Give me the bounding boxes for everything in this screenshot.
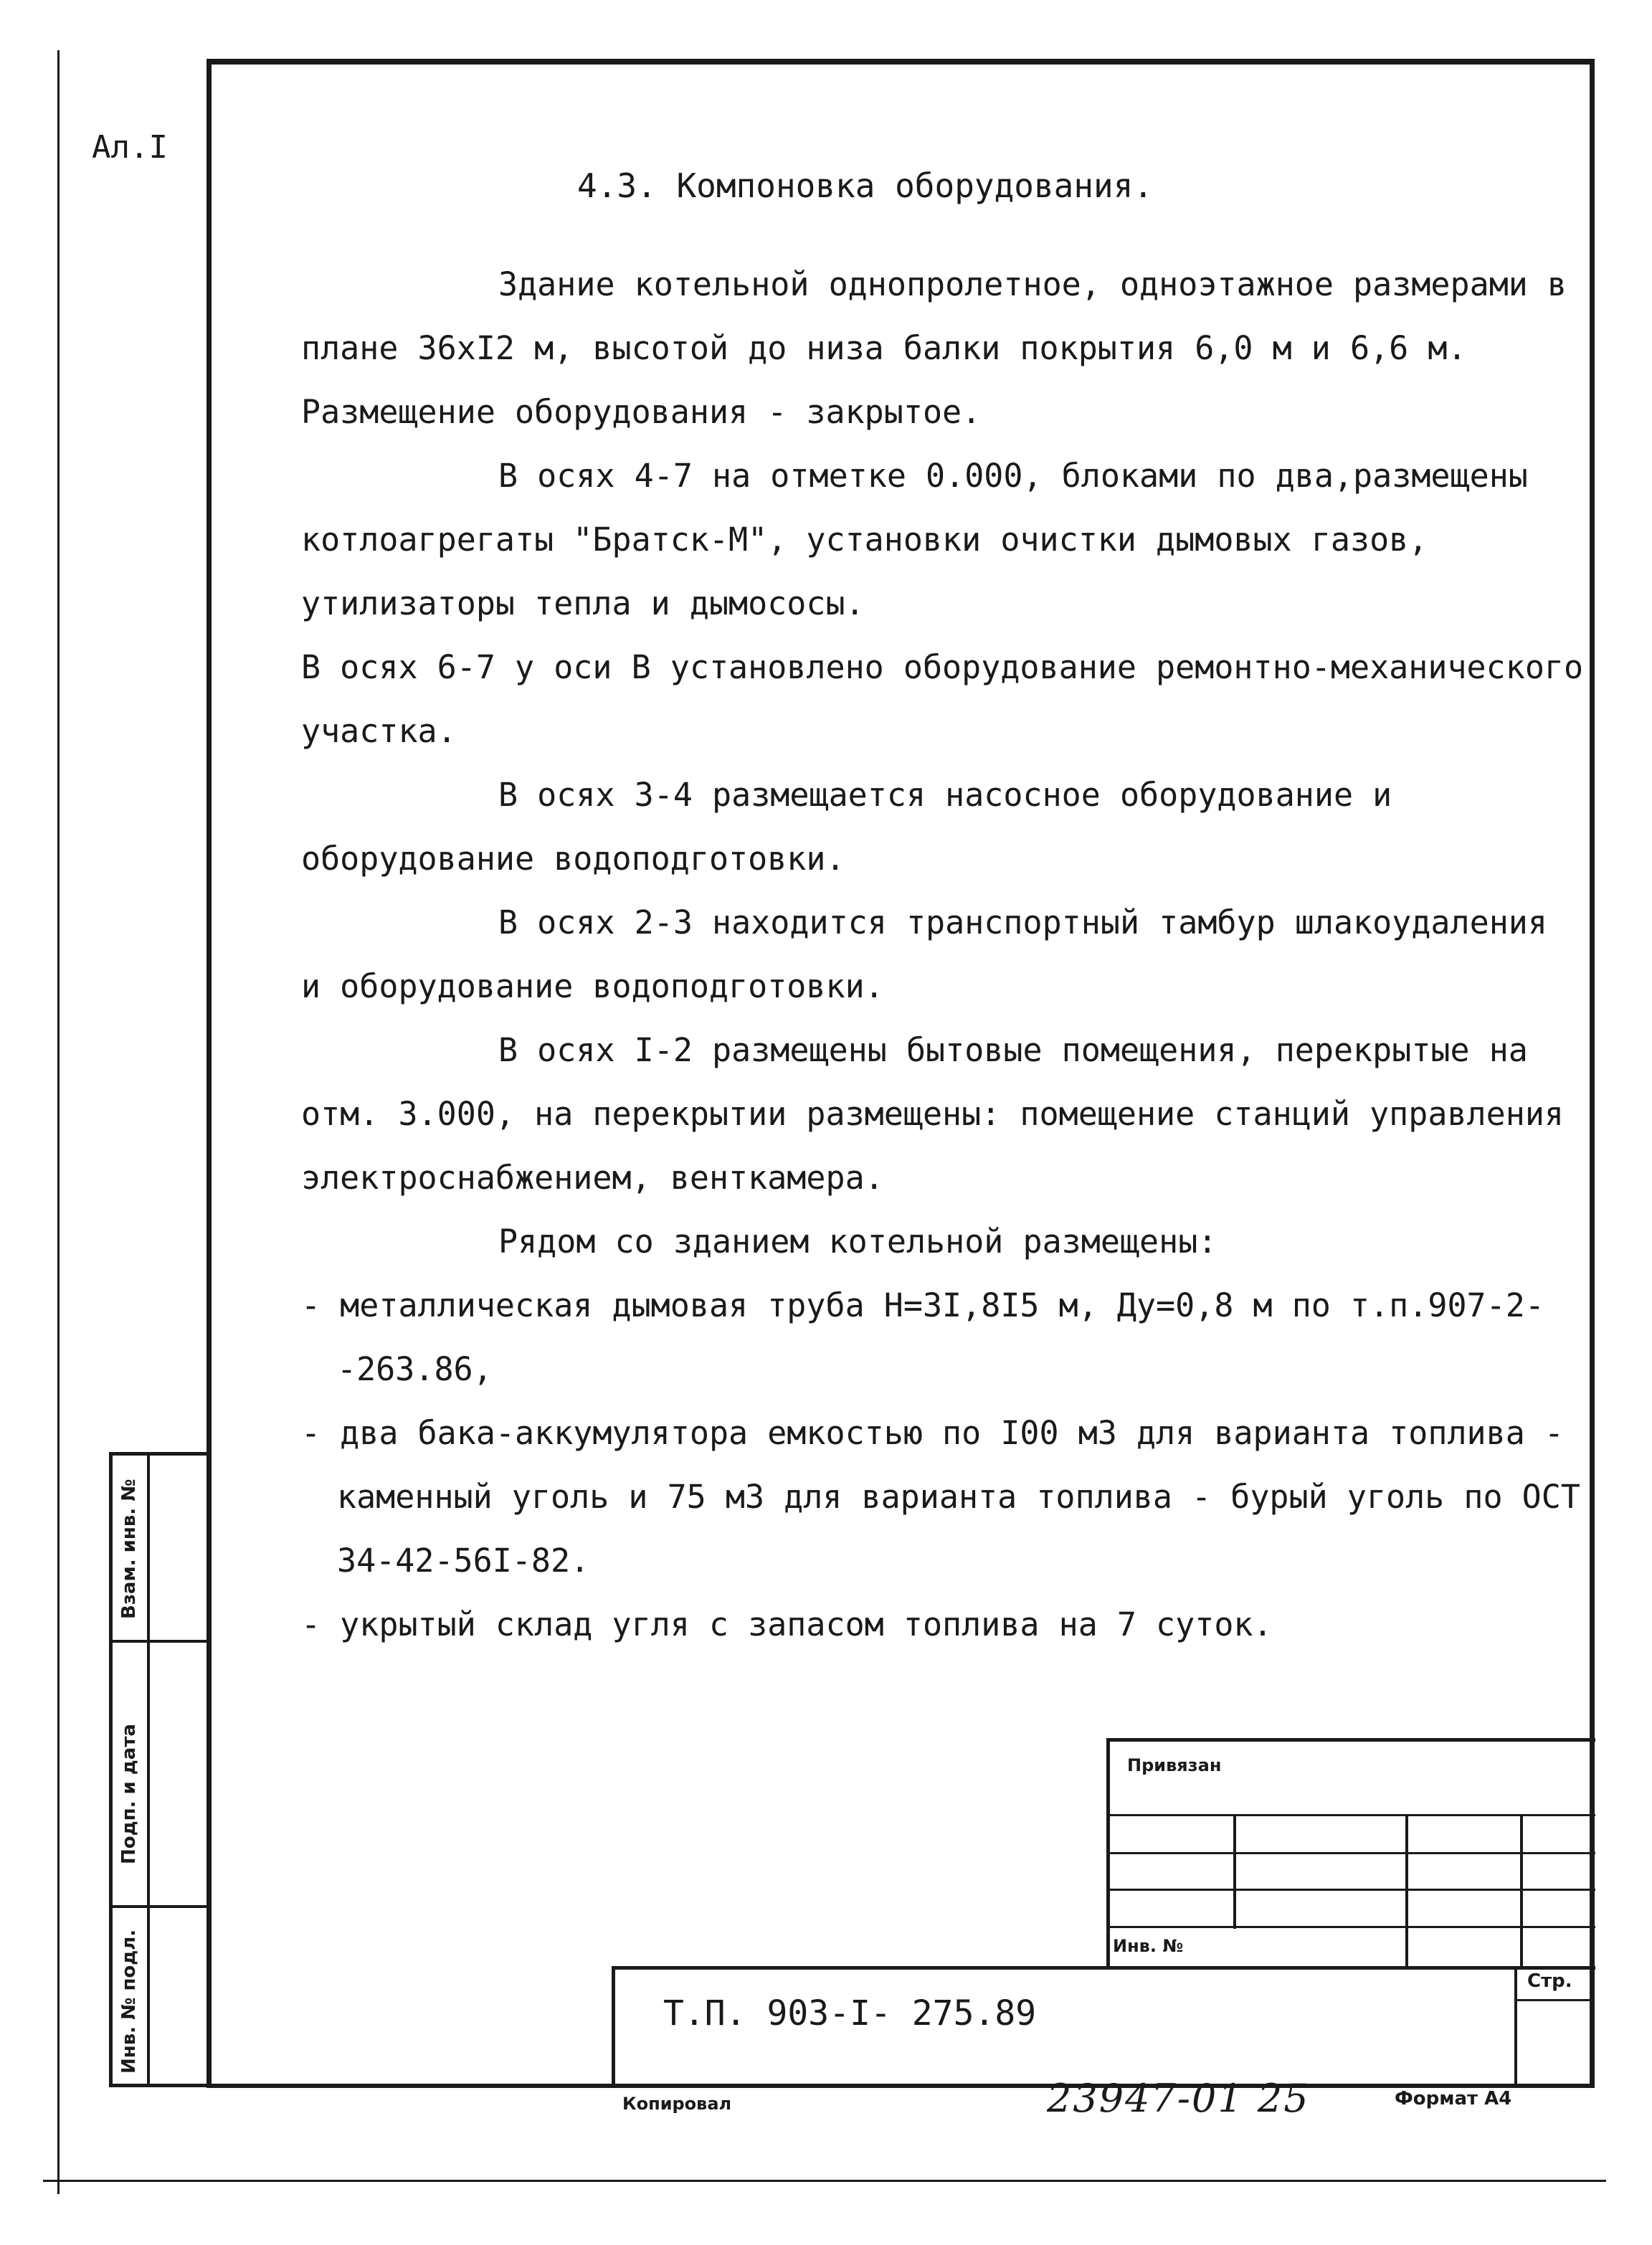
copied-by-label: Копировал <box>622 2094 732 2114</box>
paragraph: В осях 4-7 на отметке 0.000, блоками по два,размещены котлоагрегаты "Братск-М", установки очистки дымовых газов, утилизаторы тепла и дымососы. <box>301 457 1528 622</box>
paragraph: В осях 6-7 у оси В установлено оборудование ремонтно-механического участка. <box>301 648 1584 750</box>
list-item: - укрытый склад угля с запасом топлива на 7 суток. <box>301 1605 1273 1643</box>
format-label: Формат А4 <box>1395 2088 1512 2109</box>
page-label: Стр. <box>1527 1970 1572 1992</box>
bottom-edge-line <box>43 2180 1606 2182</box>
original-inv-label: Инв. № подл. <box>118 1929 140 2074</box>
body-text <box>301 252 1585 1656</box>
paragraph: В осях 3-4 размещается насосное оборудование и оборудование водоподготовки. <box>301 776 1392 878</box>
title-block-rule <box>1520 1814 1523 1968</box>
paragraph: В осях I-2 размещены бытовые помещения, перекрытые на отм. 3.000, на перекрытии размещены: помещение станций управления электроснабжением, венткамера. <box>301 1031 1564 1197</box>
stamp-border <box>612 1966 615 2088</box>
stamp-border <box>1514 1999 1595 2001</box>
stamp-border <box>612 1966 1595 1970</box>
linked-label: Привязан <box>1127 1755 1222 1775</box>
replaced-inv-label: Взам. инв. № <box>118 1479 140 1619</box>
document-code: Т.П. 903-I- 275.89 <box>663 1993 1037 2033</box>
list-item: - два бака-аккумулятора емкостью по I00 м3 для варианта топлива - каменный уголь и 75 м3 для варианта топлива - бурый уголь по ОСТ 34-42-56I-82. <box>301 1414 1580 1580</box>
stamp-border <box>1514 1966 1517 2088</box>
signature-date-label: Подп. и дата <box>118 1724 140 1864</box>
paragraph: Рядом со зданием котельной размещены: <box>498 1223 1217 1261</box>
section-heading: 4.3. Компоновка оборудования. <box>577 166 1154 205</box>
title-block-rule <box>1405 1814 1408 1968</box>
title-block-rule <box>1233 1814 1236 1929</box>
title-block-border <box>1108 1738 1595 1742</box>
archive-number: 23947-01 25 <box>1047 2076 1310 2121</box>
side-stamp-divider <box>147 1456 150 2087</box>
paragraph: В осях 2-3 находится транспортный тамбур шлакоудаления и оборудование водоподготовки. <box>301 903 1547 1005</box>
sheet-mark: Ал.I <box>92 129 168 166</box>
side-stamp-divider <box>113 1640 210 1643</box>
list-item: - металлическая дымовая труба Н=3I,8I5 м, Ду=0,8 м по т.п.907-2--263.86, <box>301 1286 1544 1388</box>
inv-no-label: Инв. № <box>1113 1936 1184 1956</box>
side-stamp-divider <box>113 1905 210 1908</box>
side-stamp <box>109 1452 206 2087</box>
left-edge-line <box>57 50 60 2194</box>
paragraph: Здание котельной однопролетное, одноэтажное размерами в плане 36хI2 м, высотой до низа балки покрытия 6,0 м и 6,6 м. Размещение оборудования - закрытое. <box>301 265 1567 431</box>
